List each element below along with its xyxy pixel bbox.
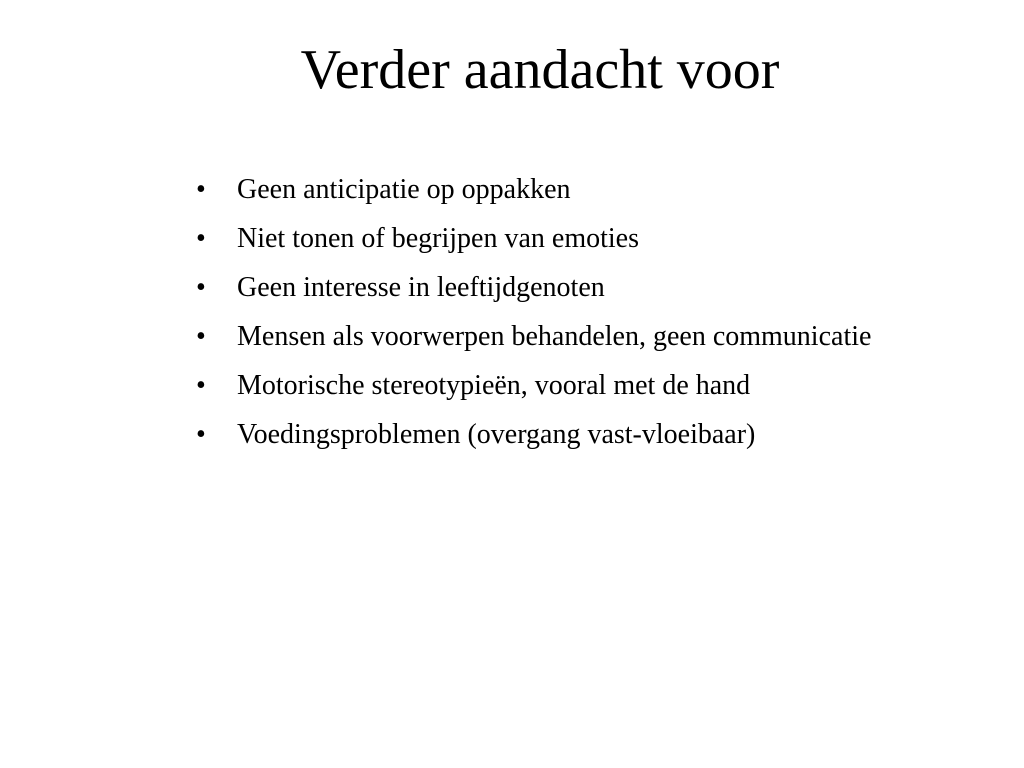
list-item-text: Voedingsproblemen (overgang vast-vloeibaar) — [237, 419, 756, 450]
bullet-icon: • — [196, 370, 206, 401]
list-item — [196, 317, 896, 357]
list-item-text: Niet tonen of begrijpen van emoties — [237, 223, 639, 254]
list-item-text: Motorische stereotypieën, vooral met de hand — [237, 370, 751, 401]
list-item-text: Geen interesse in leeftijdgenoten — [237, 272, 605, 303]
bullet-icon: • — [196, 174, 206, 205]
list-item-text: Mensen als voorwerpen behandelen, geen communicatie — [237, 321, 872, 352]
list-item — [196, 366, 896, 406]
bullet-icon: • — [196, 321, 206, 352]
list-item-text: Geen anticipatie op oppakken — [237, 174, 571, 205]
list-item — [196, 219, 896, 259]
list-item — [196, 170, 896, 210]
list-item — [196, 415, 896, 455]
bullet-icon: • — [196, 272, 206, 303]
list-item — [196, 268, 896, 308]
bullet-list — [196, 170, 896, 464]
bullet-icon: • — [196, 223, 206, 254]
bullet-icon: • — [196, 419, 206, 450]
slide-title: Verder aandacht voor — [300, 39, 780, 101]
